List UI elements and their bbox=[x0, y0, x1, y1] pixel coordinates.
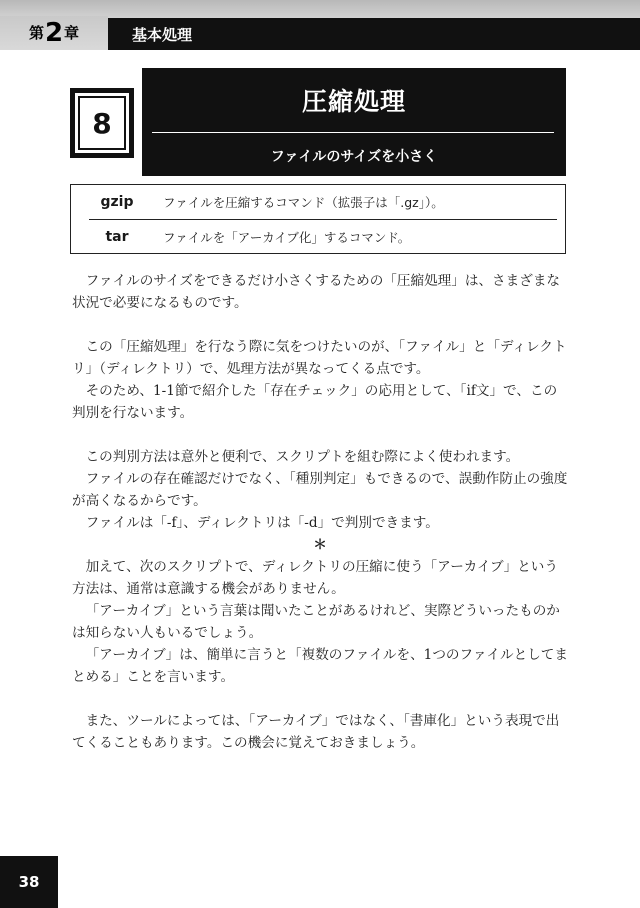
chapter-prefix: 第 bbox=[28, 24, 44, 42]
command-description: ファイルを「アーカイブ化」するコマンド。 bbox=[163, 230, 411, 245]
command-table bbox=[70, 184, 566, 254]
paragraph: 「アーカイブ」という言葉は聞いたことがあるけれど、実際どういったものかは知らない人もいるでしょう。 bbox=[72, 603, 560, 641]
paragraph: ファイルのサイズをできるだけ小さくするための「圧縮処理」は、さまざまな状況で必要になるものです。 bbox=[72, 273, 561, 311]
paragraph: 加えて、次のスクリプトで、ディレクトリの圧縮に使う「アーカイブ」という方法は、通常は意識する機会がありません。 bbox=[72, 559, 558, 597]
chapter-title: 基本処理 bbox=[132, 25, 193, 44]
section-number: 8 bbox=[75, 93, 129, 153]
paragraph: この判別方法は意外と便利で、スクリプトを組む際によく使われます。 bbox=[85, 449, 520, 465]
page-number: 38 bbox=[0, 856, 58, 908]
chapter-tab bbox=[0, 16, 108, 50]
command-row bbox=[71, 220, 565, 254]
section-title-block bbox=[142, 68, 566, 176]
command-row bbox=[71, 185, 565, 219]
section-title: 圧縮処理 bbox=[301, 87, 406, 116]
body-text bbox=[72, 270, 568, 754]
section-number-box bbox=[70, 88, 134, 158]
chapter-title-bar bbox=[108, 18, 640, 50]
paragraph: また、ツールによっては、「アーカイブ」ではなく、「書庫化」という表現で出てくることもあります。この機会に覚えておきましょう。 bbox=[72, 713, 560, 751]
paragraph: そのため、1-1節で紹介した「存在チェック」の応用として、「if文」で、この判別を行ないます。 bbox=[72, 383, 558, 421]
section-subtitle: ファイルのサイズを小さく bbox=[270, 149, 438, 165]
chapter-suffix: 章 bbox=[64, 24, 80, 42]
title-divider bbox=[152, 132, 554, 133]
command-name: gzip bbox=[100, 194, 134, 210]
paragraph: ファイルの存在確認だけでなく、「種別判定」もできるので、誤動作防止の強度が高くなるからです。 bbox=[72, 471, 568, 509]
paragraph: 「アーカイブ」は、簡単に言うと「複数のファイルを、1つのファイルとしてまとめる」ことを言います。 bbox=[72, 647, 568, 685]
command-name: tar bbox=[105, 229, 129, 245]
chapter-number: 2 bbox=[44, 18, 64, 48]
paragraph: この「圧縮処理」を行なう際に気をつけたいのが、「ファイル」と「ディレクトリ」（ディレクトリ）で、処理方法が異なってくる点です。 bbox=[72, 339, 567, 377]
command-description: ファイルを圧縮するコマンド（拡張子は「.gz」）。 bbox=[163, 195, 444, 210]
paragraph: ファイルは「-f」、ディレクトリは「-d」で判別できます。 bbox=[85, 515, 439, 531]
section-separator: ＊ bbox=[313, 537, 327, 553]
